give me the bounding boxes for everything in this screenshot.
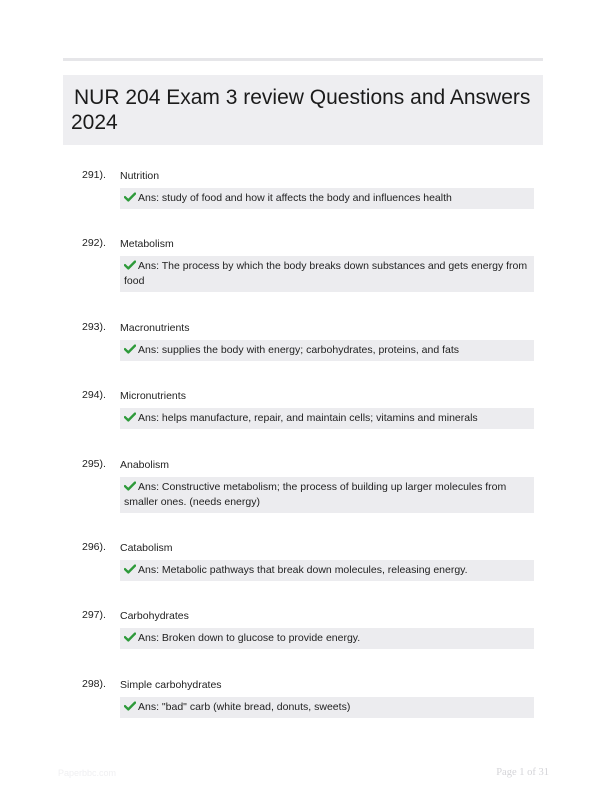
answer-box — [120, 560, 534, 581]
answer-text: Ans: The process by which the body breaks down substances and gets energy from food — [124, 260, 528, 287]
check-icon — [124, 344, 136, 354]
question-number: 297). — [82, 609, 106, 621]
check-icon — [124, 192, 136, 202]
page-title-line-2: 2024 — [71, 111, 118, 134]
check-icon — [124, 481, 136, 491]
check-icon — [124, 412, 136, 422]
answer-box — [120, 340, 534, 361]
answer-text: Ans: supplies the body with energy; carbohydrates, proteins, and fats — [138, 344, 460, 356]
answer-box — [120, 477, 534, 513]
answer-text: Ans: Metabolic pathways that break down molecules, releasing energy. — [138, 564, 468, 576]
answer-box — [120, 697, 534, 718]
footer-site-watermark: Paperbbc.com — [58, 768, 117, 778]
question-term: Micronutrients — [120, 390, 186, 402]
answer-text: Ans: "bad" carb (white bread, donuts, sweets) — [138, 701, 351, 713]
page-number: Page 1 of 31 — [496, 767, 549, 778]
page-title — [71, 85, 535, 135]
check-icon — [124, 564, 136, 574]
question-term: Nutrition — [120, 170, 160, 182]
check-icon — [124, 260, 136, 270]
answer-text: Ans: study of food and how it affects the body and influences health — [138, 192, 452, 204]
page-title-line-1: NUR 204 Exam 3 review Questions and Answers — [74, 86, 531, 109]
answer-text: Ans: helps manufacture, repair, and maintain cells; vitamins and minerals — [138, 412, 478, 424]
question-number: 291). — [82, 169, 106, 181]
question-term: Carbohydrates — [120, 610, 189, 622]
question-number: 294). — [82, 389, 106, 401]
check-icon — [124, 632, 136, 642]
top-divider — [63, 58, 543, 61]
question-number: 293). — [82, 321, 106, 333]
answer-box — [120, 256, 534, 292]
answer-text: Ans: Broken down to glucose to provide energy. — [138, 632, 361, 644]
question-term: Anabolism — [120, 459, 170, 471]
answer-text: Ans: Constructive metabolism; the process of building up larger molecules from smaller ones. (needs energy) — [124, 481, 507, 508]
question-term: Macronutrients — [120, 322, 190, 334]
answer-box — [120, 408, 534, 429]
title-banner — [63, 75, 543, 145]
question-term: Catabolism — [120, 542, 173, 554]
question-number: 298). — [82, 678, 106, 690]
check-icon — [124, 701, 136, 711]
question-term: Simple carbohydrates — [120, 679, 222, 691]
answer-box — [120, 188, 534, 209]
question-number: 296). — [82, 541, 106, 553]
question-number: 295). — [82, 458, 106, 470]
question-term: Metabolism — [120, 238, 174, 250]
answer-box — [120, 628, 534, 649]
question-number: 292). — [82, 237, 106, 249]
